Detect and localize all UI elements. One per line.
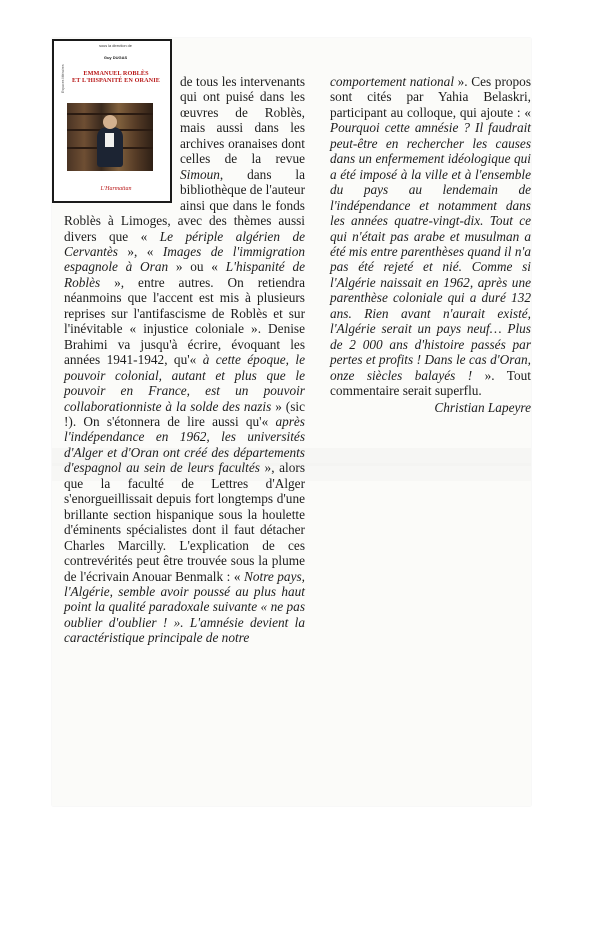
cover-title — [64, 70, 168, 85]
cover-photo — [67, 103, 153, 171]
magazine-page — [52, 38, 531, 806]
cover-title-line2: ET L'HISPANITÉ EN ORANIE — [72, 77, 160, 85]
left-column — [61, 44, 305, 646]
article-body-left: de tous les intervenants qui ont puisé dans les œuvres de Roblès, mais aussi dans les archives oranaises dont celles de la revue Simoun, dans la bibliothèque de l'auteur ainsi que dans le fonds Roblès à Limoges, avec des thèmes aussi divers que « Le périple algérien de Cervantès », « Images de l'immigration espagnole à Oran » ou « L'hispanité de Roblès », entre autres. On retiendra néanmoins que l'accent est mis à plusieurs reprises sur l'antifascisme de Roblès et sur l'inévitable « injustice coloniale ». Denise Brahimi va jusqu'à écrire, évoquant les années 1941-1942, qu'« à cette époque, le pouvoir colonial, autant et plus que le pouvoir en France, est un pouvoir collaborationniste à la solde des nazis » (sic !). On s'étonnera de lire aussi qu'« après l'indépendance en 1962, les universités d'Alger et d'Oran ont créé des départements d'espagnol au sein de leurs facultés », alors que la faculté de Lettres d'Alger s'enorgueillissait depuis fort longtemps d'une brillante section hispanique sous la houlette d'éminents spécialistes dont il faut détacher Charles Marcilly. L'explication de ces contrevérités peut être trouvée sous la plume de l'écrivain Anouar Benmalk : « Notre pays, l'Algérie, semble avoir poussé au plus haut point la qualité paradoxale suivante « ne pas oublier d'oublier ! ». L'amnésie devient la caractéristique principale de notre — [64, 74, 305, 646]
author-signature: Christian Lapeyre — [434, 399, 531, 415]
article-body-right: comportement national ». Ces propos sont cités par Yahia Belaskri, participant au colloque, qui ajoute : « Pourquoi cette amnésie ? Il faudrait peut-être en rechercher les causes dans un enfermement idéologique qui a été imposé à la ville et à l'ensemble du pays au lendemain de l'indépendance et notamment dans les années quatre-vingt-dix. Tout ce qui n'était pas arabe et musulman a été mis entre parenthèses quand il n'a pas été rejeté et nié. Comme si l'Algérie naissait en 1962, après une parenthèse coloniale qui a duré 132 ans. Rien avant n'aurait existé, l'Algérie serait un pays neuf… Plus de 2 000 ans d'histoire passés par pertes et profits ! Dans le cas d'Oran, onze siècles balayés ! ». Tout commentaire serait superflu. — [330, 74, 531, 399]
right-column — [330, 74, 531, 415]
cover-publisher: L'Harmattan — [100, 185, 132, 192]
cover-title-line1: EMMANUEL ROBLÈS — [83, 70, 149, 77]
cover-editor-line: sous la direction de — [99, 44, 132, 48]
book-cover-image — [52, 39, 172, 203]
cover-collection-label: Espaces littéraires — [61, 64, 65, 93]
cover-editor-name: Guy DUGAS — [103, 55, 128, 60]
